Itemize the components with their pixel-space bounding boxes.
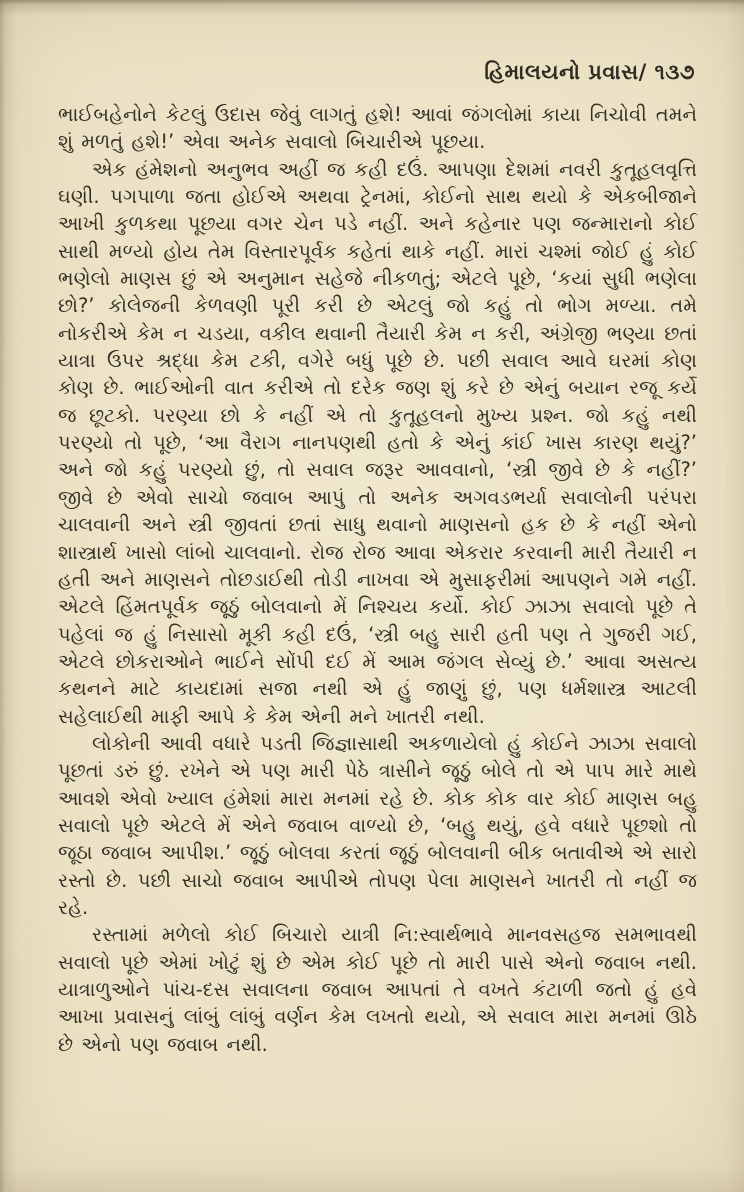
paragraph-4: રસ્તામાં મળેલો કોઈ બિચારો યાત્રી નિ:સ્વાર્થભાવે માનવસહજ સમભાવથી સવાલો પૂછે એમાં ખોટું શું છે એમ કોઈ પૂછે તો મારી પાસે એનો જવાબ નથી. યાત્રાળુઓને પાંચ-દસ સવાલના જવાબ આપતાં તે વખતે કંટાળી જતો હું હવે આખા પ્રવાસનું લાંબું લાંબું વર્ણન કેમ લખતો થયો, એ સવાલ મારા મનમાં ઊઠે છે એનો પણ જવાબ નથી.: [58, 923, 697, 1056]
paragraph-3: લોકોની આવી વધારે પડતી જિજ્ઞાસાથી અકળાયેલો હું કોઈને ઝાઝા સવાલો પૂછતાં ડરું છું. રખેને એ પણ મારી પેઠે ત્રાસીને જૂઠું બોલે તો એ પાપ મારે માથે આવશે એવો ખ્યાલ હંમેશાં મારા મનમાં રહે છે. કોક કોક વાર કોઈ માણસ બહુ સવાલો પૂછે એટલે મેં એને જવાબ વાળ્યો છે, ‘બહુ થયું, હવે વધારે પૂછશો તો જૂઠા જવાબ આપીશ.’ જૂઠું બોલવા કરતાં જૂઠું બોલવાની બીક બતાવીએ એ સારો રસ્તો છે. પછી સાચો જવાબ આપીએ તોપણ પેલા માણસને ખાતરી તો નહીં જ રહે.: [58, 731, 697, 919]
running-header-text: હિમાલયનો પ્રવાસ/ ૧૩૭: [484, 60, 695, 84]
paragraph-1: ભાઈબહેનોને કેટલું ઉદાસ જેવું લાગતું હશે! આવાં જંગલોમાં કાયા નિચોવી તમને શું મળતું હશે!’ એવા અનેક સવાલો બિચારીએ પૂછયા.: [58, 103, 697, 154]
page-body: [58, 101, 697, 1058]
paragraph-2: એક હંમેશનો અનુભવ અહીં જ કહી દઉં. આપણા દેશમાં નવરી કુતૂહલવૃત્તિ ઘણી. પગપાળા જતા હોઈએ અથવા ટ્રેનમાં, કોઈનો સાથ થયો કે એકબીજાને આખી કુળકથા પૂછયા વગર ચેન પડે નહીં. અને કહેનાર પણ જન્મારાનો કોઈ સાથી મળ્યો હોય તેમ વિસ્તારપૂર્વક કહેતાં થાકે નહીં. મારાં ચશ્માં જોઈ હું કોઈ ભણેલો માણસ છું એ અનુમાન સહેજે નીકળતું; એટલે પૂછે, ‘કયાં સુધી ભણેલા છો?’ કોલેજની કેળવણી પૂરી કરી છે એટલું જો કહું તો ભોગ મળ્યા. તમે નોકરીએ કેમ ન ચડયા, વકીલ થવાની તૈયારી કેમ ન કરી, અંગ્રેજી ભણ્યા છતાં યાત્રા ઉપર શ્રદ્ધા કેમ ટકી, વગેરે બધું પૂછે છે. પછી સવાલ આવે ઘરમાં કોણ કોણ છે. ભાઈઓની વાત કરીએ તો દરેક જણ શું કરે છે એનું બયાન રજૂ કર્યે જ છૂટકો. પરણ્યા છો કે નહીં એ તો કુતૂહલનો મુખ્ય પ્રશ્ન. જો કહું નથી પરણ્યો તો પૂછે, ‘આ વૈરાગ નાનપણથી હતો કે એનું કાંઈ ખાસ કારણ થયું?’ અને જો કહું પરણ્યો છું, તો સવાલ જરૂર આવવાનો, ‘સ્ત્રી જીવે છે કે નહીં?’ જીવે છે એવો સાચો જવાબ આપું તો અનેક અગવડભર્યા સવાલોની પરંપરા ચાલવાની અને સ્ત્રી જીવતાં છતાં સાધુ થવાનો માણસનો હક છે કે નહીં એનો શાસ્ત્રાર્થ ખાસો લાંબો ચાલવાનો. રોજ રોજ આવા એકરાર કરવાની મારી તૈયારી ન હતી અને માણસને તોછડાઈથી તોડી નાખવા એ મુસાફરીમાં આપણને ગમે નહીં. એટલે હિંમતપૂર્વક જૂઠું બોલવાનો મેં નિશ્ચય કર્યો. કોઈ ઝાઝા સવાલો પૂછે તે પહેલાં જ હું નિસાસો મૂકી કહી દઉં, ‘સ્ત્રી બહુ સારી હતી પણ તે ગુજરી ગઈ, એટલે છોકરાઓને ભાઈને સોંપી દઈ મેં આમ જંગલ સેવ્યું છે.’ આવા અસત્ય કથનને માટે કાયદામાં સજા નથી એ હું જાણું છું, પણ ધર્મશાસ્ત્ર આટલી સહેલાઈથી માફી આપે કે કેમ એની મને ખાતરી નથી.: [58, 157, 697, 728]
running-header: [58, 60, 697, 85]
